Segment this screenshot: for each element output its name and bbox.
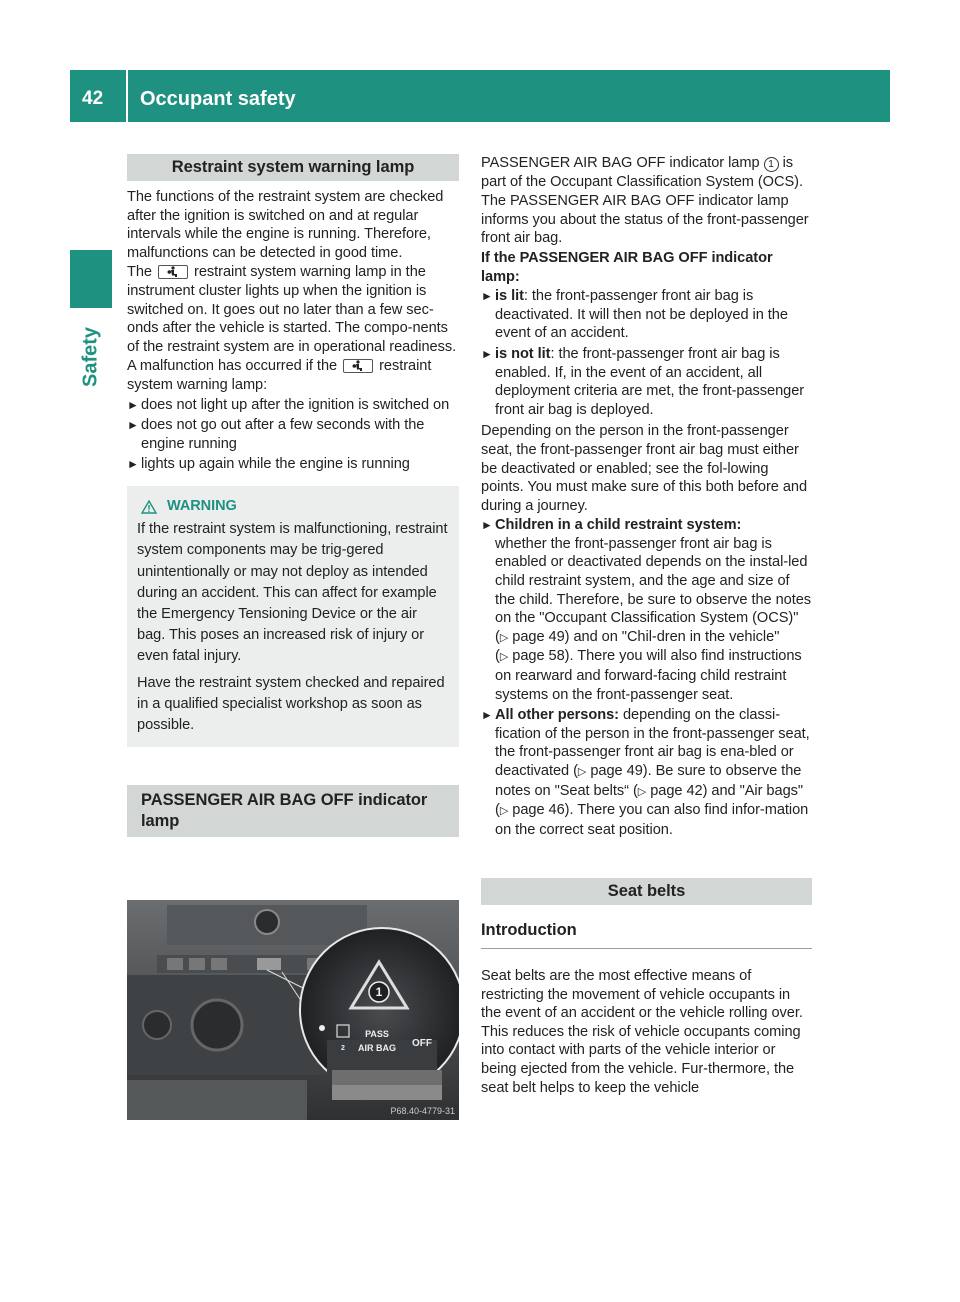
list-item: ► Children in a child restraint system: whether the front-passenger front air bag is enabled or deactivated depends on the instal-led child restraint system, and the age and size of the child. Therefore, be sure to observe the notes on the "Occupant Classification System (OCS)" (▷ page 49) and on "Chil-dren in the vehicle" (▷ page 58). There you will also find instructions on rearward and forward-facing child restraint systems on the front-passenger seat. [481,517,812,703]
image-code: P68.40-4779-31 [390,1106,455,1116]
page-link[interactable]: page 58 [512,648,565,665]
label-pass: PASS [365,1029,389,1039]
paragraph: Depending on the person in the front-passenger seat, the front-passenger front air bag must either be deactivated or enabled; see the fol-lowing points. You must make sure of this both before and during a journey. [481,423,808,514]
side-tab-marker [70,250,112,308]
paragraph: Seat belts are the most effective means of restricting the movement of vehicle occupants in the event of an accident or the vehicle rolling over. This reduces the risk of vehicle occupants coming into contact with parts of the vehicle interior or being ejected from the vehicle. Fur-thermore, the seat belt helps to keep the vehicle [481,967,803,1096]
paragraph: PASSENGER AIR BAG OFF indicator lamp 1 is part of the Occupant Classification System (OCS). [481,155,803,190]
seated-person-airbag-icon [158,265,188,279]
triangle-right-icon: ▷ [499,631,509,644]
triangle-bullet-icon: ► [481,708,493,723]
warning-text: Have the restraint system checked and repaired in a qualified specialist workshop as soon as possible. [137,674,445,733]
triangle-right-icon: ▷ [499,805,509,818]
triangle-bullet-icon: ► [127,418,139,433]
callout-number: 1 [375,985,383,999]
warning-text: If the restraint system is malfunctioning, restraint system components may be trig-gered unintentionally or may not deploy as intended during an accident. This can affect for example the Emergency Tensioning Device or the air bag. This poses an increased risk of injury or even fatal injury. [137,521,448,665]
paragraph: The restraint system warning lamp in the instrument cluster lights up when the ignition is switched on. It goes out no later than a few sec-onds after the vehicle is started. The compo-nents of the restraint system are in operational readiness. [127,264,457,355]
page-link[interactable]: page 49 [590,763,643,779]
triangle-bullet-icon: ► [481,289,493,304]
page-number: 42 [82,88,104,109]
side-tab-label: Safety [79,326,102,388]
list-item: ► All other persons: depending on the classi-fication of the person in the front-passenger seat, the front-passenger front air bag is ena-bled or deactivated (▷ page 49). Be sure to observe the notes on "Seat belts“ (▷ page 42) and "Air bags" (▷ page 46). There you can also find infor-mation on the correct seat position. [481,707,810,838]
subsection-title-introduction: Introduction [481,921,812,949]
left-column [127,154,459,837]
paragraph-heading: If the PASSENGER AIR BAG OFF indicator lamp: [481,249,773,285]
occupant-list [481,516,812,839]
paragraph: A malfunction has occurred if the restraint system warning lamp: [127,358,432,393]
lamp-status-list [481,287,812,419]
list-item: ► lights up again while the engine is running [127,456,410,473]
triangle-bullet-icon: ► [481,346,493,361]
right-column [481,154,812,1098]
section-title-restraint: Restraint system warning lamp [127,154,459,181]
triangle-right-icon: ▷ [499,651,509,664]
paragraph: The PASSENGER AIR BAG OFF indicator lamp informs you about the status of the front-passenger front air bag. [481,193,809,247]
label-off: OFF [412,1038,432,1049]
label-airbag: AIR BAG [358,1043,396,1053]
header-divider [126,70,128,122]
list-item: ► is not lit: the front-passenger front air bag is enabled. If, in the event of an accident, all deployment criteria are met, the front-passenger front air bag is deployed. [481,345,805,418]
seated-person-airbag-icon [343,359,373,373]
section-title-airbag-off: PASSENGER AIR BAG OFF indicator lamp [127,785,459,837]
triangle-bullet-icon: ► [127,397,139,412]
list-item: ► does not go out after a few seconds with the engine running [127,417,425,452]
callout-number-badge: 1 [764,157,779,172]
triangle-right-icon: ▷ [577,766,587,778]
label-seat-number: 2 [341,1045,345,1052]
triangle-bullet-icon: ► [127,457,139,472]
paragraph: The functions of the restraint system are checked after the ignition is switched on and at regular intervals while the engine is running. Therefore, malfunctions can be detected in good time. [127,189,444,261]
page-link[interactable]: page 42 [650,782,703,799]
triangle-bullet-icon: ► [481,518,493,533]
chapter-title: Occupant safety [140,88,296,110]
warning-box [127,486,459,747]
dashboard-photo [127,900,459,1120]
malfunction-list [127,396,459,474]
warning-heading: WARNING [137,496,449,517]
center-console-illustration [127,900,459,1120]
section-title-seat-belts: Seat belts [481,878,812,905]
page-link[interactable]: page 49 [512,628,565,645]
list-item: ► is lit: the front-passenger front air bag is deactivated. It will then not be deployed in the event of an accident. [481,288,788,342]
warning-triangle-icon [141,500,157,514]
triangle-right-icon: ▷ [637,785,647,798]
page-link[interactable]: page 46 [512,802,565,819]
list-item: ► does not light up after the ignition is switched on [127,396,450,413]
